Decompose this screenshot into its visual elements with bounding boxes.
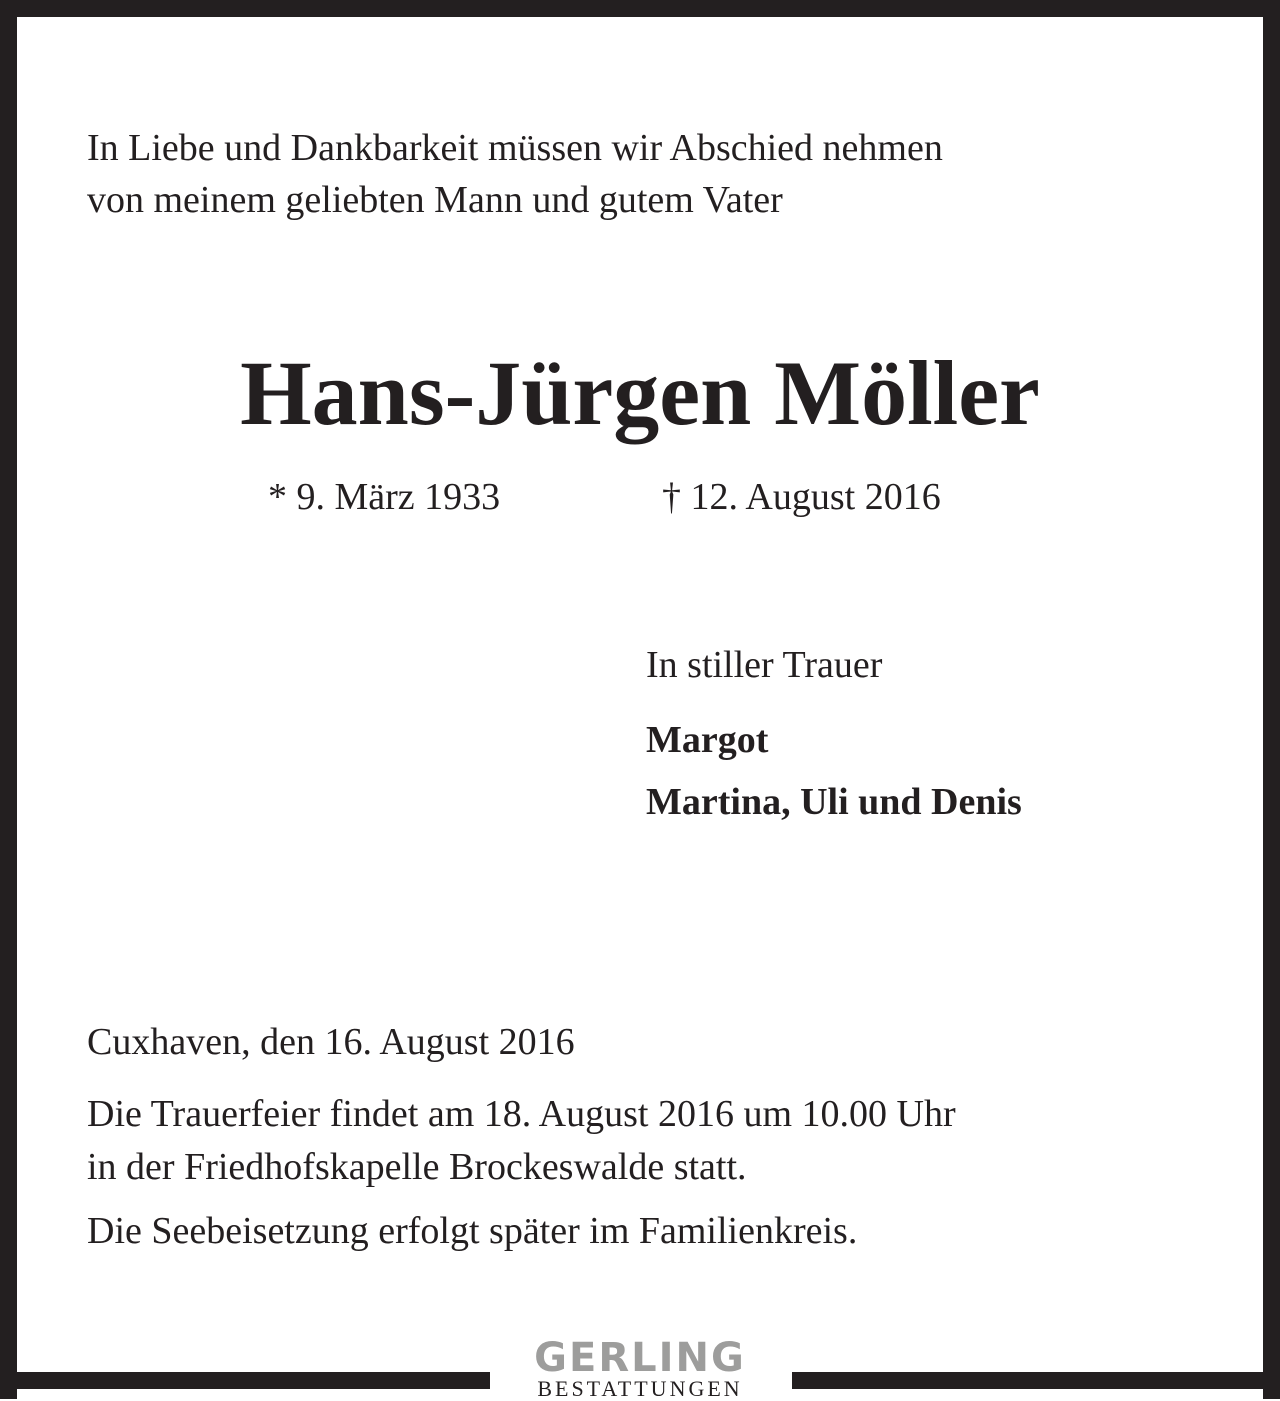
logo-subtitle: BESTATTUNGEN <box>537 1376 743 1401</box>
place-date: Cuxhaven, den 16. August 2016 <box>87 1021 575 1063</box>
burial-info: Die Seebeisetzung erfolgt später im Familienkreis. <box>87 1210 858 1252</box>
birth-date: * 9. März 1933 <box>268 476 501 518</box>
logo-name: GERLING <box>534 1335 746 1381</box>
intro-text <box>87 122 943 226</box>
intro-line-2: von meinem geliebten Mann und gutem Vater <box>87 179 783 221</box>
ceremony-info <box>87 1088 956 1194</box>
mourner-name: Martina, Uli und Denis <box>646 781 1022 823</box>
funeral-home-logo <box>497 1336 783 1399</box>
bottom-rule-left <box>0 1372 490 1389</box>
mourner-name: Margot <box>646 719 769 761</box>
mourners-intro: In stiller Trauer <box>646 644 883 686</box>
ceremony-line-2: in der Friedhofskapelle Brockeswalde statt. <box>87 1146 747 1188</box>
bottom-rule-right <box>792 1372 1280 1389</box>
deceased-name: Hans-Jürgen Möller <box>240 342 1040 444</box>
intro-line-1: In Liebe und Dankbarkeit müssen wir Abschied nehmen <box>87 127 943 169</box>
death-date: † 12. August 2016 <box>662 476 941 518</box>
ceremony-line-1: Die Trauerfeier findet am 18. August 2016 um 10.00 Uhr <box>87 1093 956 1135</box>
